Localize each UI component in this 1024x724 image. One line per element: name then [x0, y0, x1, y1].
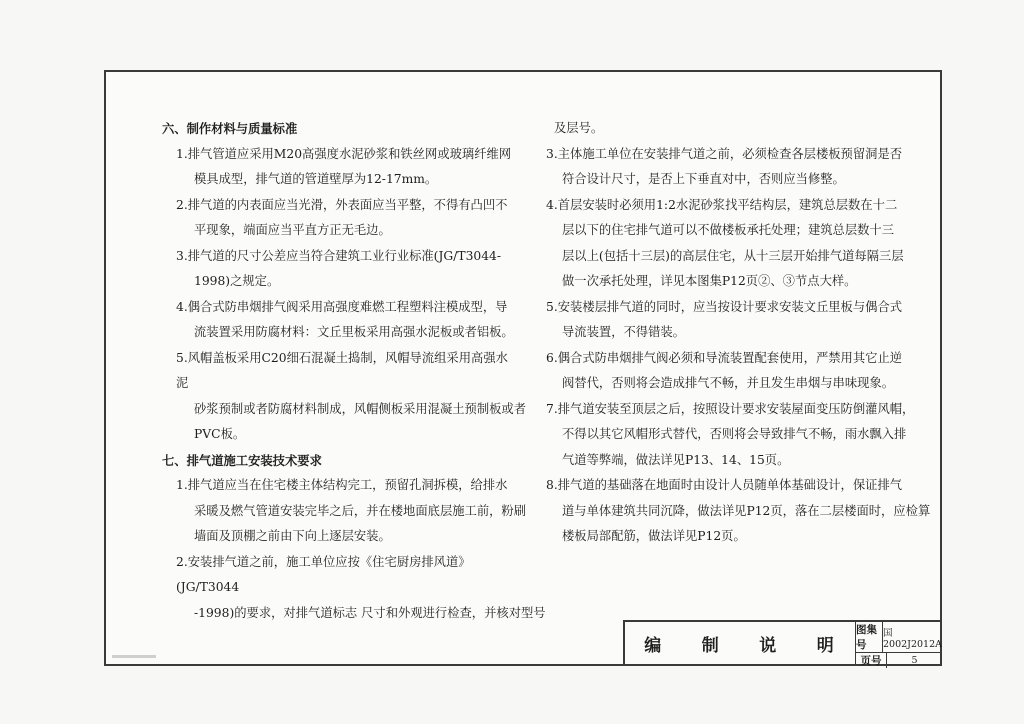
title-char-3: 说 — [759, 635, 779, 656]
right-item-7-line-2: 道与单体建筑共同沉降，做法详见P12页，落在二层楼面时，应检算 — [562, 503, 931, 518]
section-6-title: 六、制作材料与质量标准 — [162, 121, 298, 136]
section-6-item-5-line-1: 5.风帽盖板采用C20细石混凝土捣制，风帽导流组采用高强水泥 — [176, 350, 508, 390]
section-7-item-2-line-1: 2.安装排气道之前，施工单位应按《住宅厨房排风道》(JG/T3044 — [176, 554, 471, 594]
title-char-1: 编 — [644, 635, 664, 656]
section-6-item-3-line-2: 1998)之规定。 — [194, 274, 280, 288]
section-7-item-1-line-2: 采暖及燃气管道安装完毕之后，并在楼地面底层施工前，粉刷 — [194, 503, 527, 518]
right-item-1-line-1: 及层号。 — [554, 121, 604, 135]
title-block-meta — [856, 622, 943, 667]
drawing-sheet — [104, 70, 942, 666]
right-item-3-line-2: 层以下的住宅排气道可以不做楼板承托处理；建筑总层数十三 — [562, 223, 895, 237]
section-6-items — [160, 142, 527, 448]
right-item-4-line-1: 5.安装楼层排气道的同时，应当按设计要求安装文丘里板与偶合式 — [546, 299, 903, 314]
section-6-item-4-line-1: 4.偶合式防串烟排气阀采用高强度难燃工程塑料注模成型，导 — [176, 299, 508, 314]
right-item-2-line-1: 3.主体施工单位在安装排气道之前，必须检查各层楼板预留洞是否 — [546, 146, 903, 161]
right-item-5-line-2: 阀替代，否则将会造成排气不畅，并且发生串烟与串味现象。 — [562, 376, 895, 390]
section-6-item-1-line-2: 模具成型，排气道的管道壁厚为12-17mm。 — [194, 172, 438, 186]
section-7-item-1-line-1: 1.排气道应当在住宅楼主体结构完工，预留孔洞拆模，给排水 — [176, 478, 508, 492]
title-block-title — [625, 622, 856, 664]
page-row — [856, 653, 942, 668]
title-block — [623, 620, 943, 667]
section-6-item-2-line-1: 2.排气道的内表面应当光滑，外表面应当平整，不得有凸凹不 — [176, 197, 508, 212]
right-item-7-line-3: 楼板局部配筋，做法详见P12页。 — [562, 529, 746, 543]
page-number: 5 — [911, 655, 918, 666]
title-char-4: 明 — [816, 635, 836, 656]
left-column — [160, 116, 546, 626]
right-item-3-line-4: 做一次承托处理，详见本图集P12页②、③节点大样。 — [562, 274, 857, 288]
section-6-item-2-line-2: 平现象，端面应当平直方正无毛边。 — [194, 223, 391, 237]
section-6-item-5-line-3: PVC板。 — [194, 427, 246, 441]
atlas-row — [856, 622, 942, 653]
section-7-item-2-line-2: -1998)的要求，对排气道标志 尺寸和外观进行检查，并核对型号 — [194, 605, 546, 620]
right-item-6-line-2: 不得以其它风帽形式替代，否则将会导致排气不畅，雨水飘入排 — [562, 427, 907, 441]
right-column — [546, 116, 931, 550]
section-6-item-3-line-1: 3.排气道的尺寸公差应当符合建筑工业行业标准(JG/T3044- — [176, 248, 502, 263]
right-item-3-line-1: 4.首层安装时必须用1:2水泥砂浆找平结构层，建筑总层数在十二 — [546, 197, 898, 212]
section-6-item-5-line-2: 砂浆预制或者防腐材料制成，风帽侧板采用混凝土预制板或者 — [194, 401, 527, 416]
right-item-5-line-1: 6.偶合式防串烟排气阀必须和导流装置配套使用，严禁用其它止逆 — [546, 350, 903, 365]
right-item-6-line-3: 气道等弊端，做法详见P13、14、15页。 — [562, 452, 790, 467]
atlas-value: 国2002J2012A — [882, 627, 943, 650]
atlas-label: 图集号 — [856, 622, 883, 652]
right-item-7-line-1: 8.排气道的基础落在地面时由设计人员随单体基础设计，保证排气 — [546, 478, 903, 492]
section-7-items — [160, 473, 546, 626]
title-char-2: 制 — [701, 635, 721, 656]
scan-artifact — [112, 655, 156, 658]
section-7-item-1-line-3: 墙面及顶棚之前由下向上逐层安装。 — [194, 529, 391, 543]
right-item-2-line-2: 符合设计尺寸，是否上下垂直对中，否则应当修整。 — [562, 172, 845, 186]
page-label: 页号 — [856, 653, 887, 668]
section-7-title: 七、排气道施工安装技术要求 — [162, 452, 322, 468]
right-item-4-line-2: 导流装置，不得错装。 — [562, 325, 685, 339]
section-6-item-4-line-2: 流装置采用防腐材料：文丘里板采用高强水泥板或者铝板。 — [194, 325, 514, 339]
right-item-6-line-1: 7.排气道安装至顶层之后，按照设计要求安装屋面变压防倒灌风帽， — [546, 401, 915, 416]
section-6-item-1-line-1: 1.排气管道应采用M20高强度水泥砂浆和铁丝网或玻璃纤维网 — [176, 146, 512, 161]
right-item-3-line-3: 层以上(包括十三层)的高层住宅，从十三层开始排气道每隔三层 — [562, 248, 904, 263]
